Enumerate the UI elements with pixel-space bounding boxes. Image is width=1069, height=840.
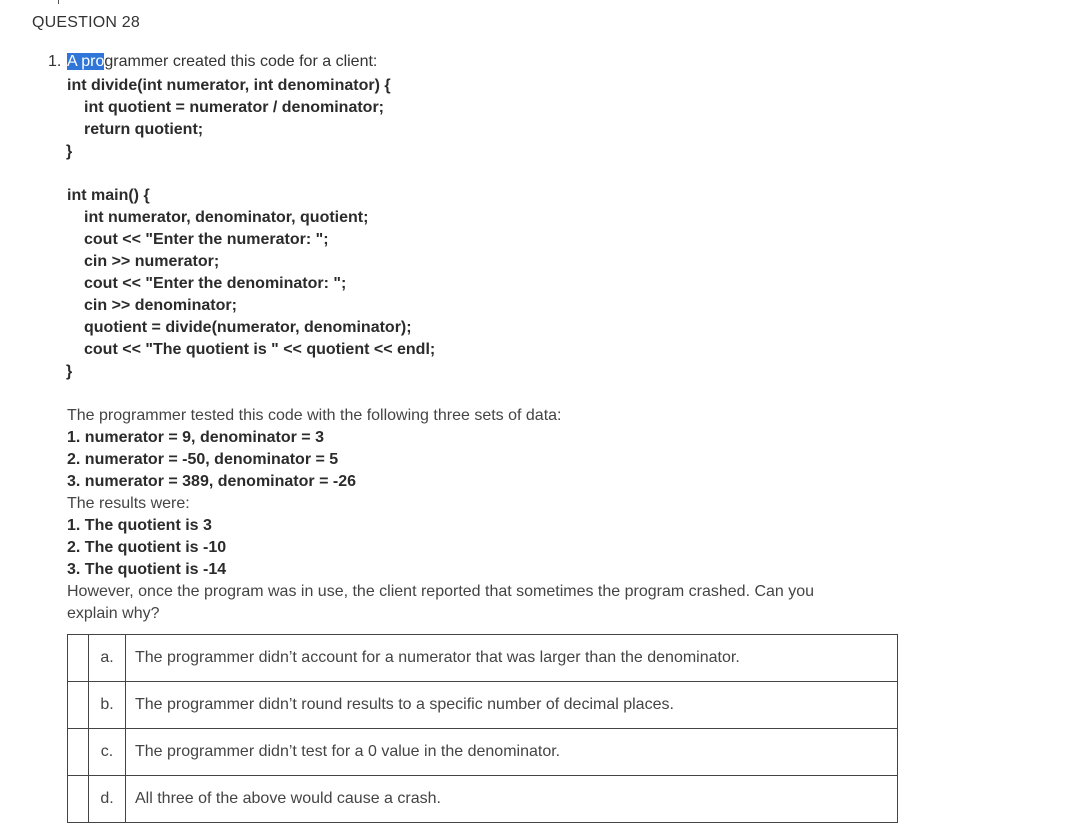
result-item: 3. The quotient is -14 (67, 561, 227, 578)
answer-option-d[interactable] (68, 776, 898, 823)
code-line: cout << "Enter the numerator: "; (84, 231, 329, 248)
answer-letter: d. (89, 776, 126, 823)
code-line: int divide(int numerator, int denominator) { (67, 77, 391, 94)
code-line: } (66, 363, 73, 380)
code-line: cout << "The quotient is " << quotient << endl; (84, 341, 436, 358)
answer-option-c[interactable] (68, 729, 898, 776)
result-item: 2. The quotient is -10 (67, 539, 227, 556)
answer-option-b[interactable] (68, 682, 898, 729)
answer-option-a[interactable] (68, 635, 898, 682)
answer-letter: a. (89, 635, 126, 682)
question-title: QUESTION 28 (32, 14, 141, 31)
code-line: cout << "Enter the denominator: "; (84, 275, 347, 292)
answer-select-cell[interactable] (68, 635, 89, 682)
test-item: 3. numerator = 389, denominator = -26 (67, 473, 356, 490)
answer-select-cell[interactable] (68, 682, 89, 729)
code-line: cin >> denominator; (84, 297, 237, 314)
test-item: 2. numerator = -50, denominator = 5 (67, 451, 339, 468)
answer-text[interactable]: The programmer didn’t account for a numerator that was larger than the denominator. (126, 635, 898, 682)
code-line: int main() { (67, 187, 150, 204)
result-item: 1. The quotient is 3 (67, 517, 212, 534)
code-line: return quotient; (84, 121, 204, 138)
top-tick-mark (58, 0, 59, 4)
results-intro: The results were: (67, 495, 190, 512)
code-line: cin >> numerator; (84, 253, 220, 270)
answer-letter: c. (89, 729, 126, 776)
answer-text[interactable]: The programmer didn’t test for a 0 value in the denominator. (126, 729, 898, 776)
answer-select-cell[interactable] (68, 776, 89, 823)
selected-text-highlight[interactable]: A pro (67, 53, 105, 70)
answer-select-cell[interactable] (68, 729, 89, 776)
question-prompt-line2: explain why? (67, 605, 160, 622)
code-line: quotient = divide(numerator, denominator); (84, 319, 412, 336)
tests-intro: The programmer tested this code with the following three sets of data: (67, 407, 562, 424)
answer-letter: b. (89, 682, 126, 729)
question-intro-rest: grammer created this code for a client: (104, 53, 378, 70)
question-prompt-line1: However, once the program was in use, the client reported that sometimes the program crashed. Can you (67, 583, 815, 600)
code-line: int quotient = numerator / denominator; (84, 99, 384, 116)
test-item: 1. numerator = 9, denominator = 3 (67, 429, 324, 446)
code-line: int numerator, denominator, quotient; (84, 209, 369, 226)
question-number: 1. (48, 53, 62, 70)
question-intro (67, 53, 377, 71)
answer-text[interactable]: All three of the above would cause a crash. (126, 776, 898, 823)
code-line: } (66, 143, 73, 160)
answer-text[interactable]: The programmer didn’t round results to a specific number of decimal places. (126, 682, 898, 729)
answer-options-table (67, 634, 898, 823)
